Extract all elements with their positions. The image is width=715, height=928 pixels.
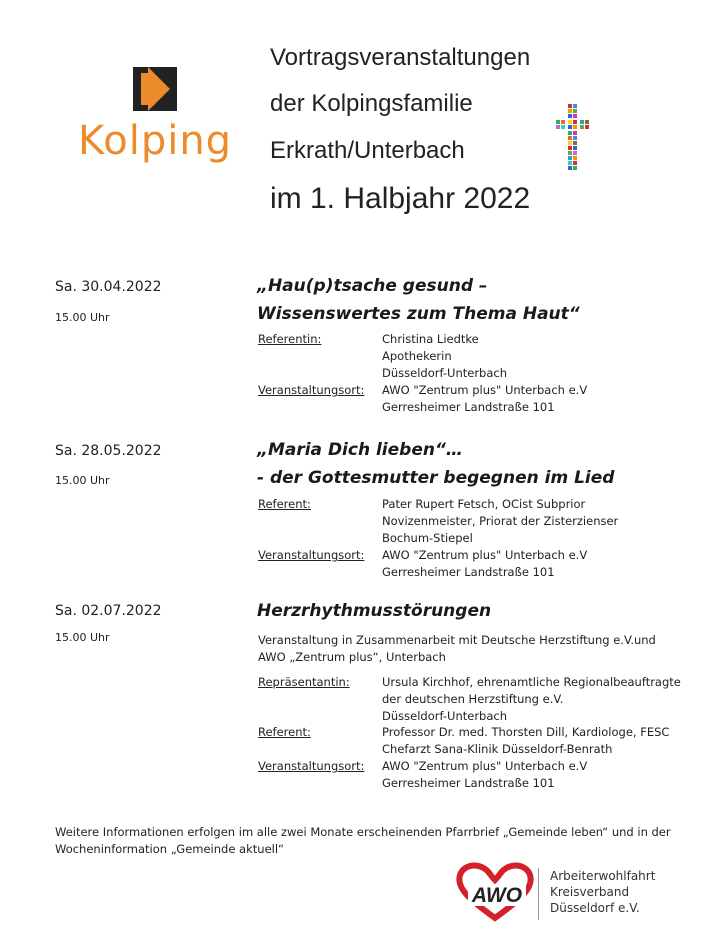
event-3-rep-label: Repräsentantin: xyxy=(258,675,350,689)
page-title-line-4: im 1. Halbjahr 2022 xyxy=(270,182,531,215)
event-1-title-line-1: „Hau(p)tsache gesund – xyxy=(257,276,488,296)
event-1-speaker-label: Referentin: xyxy=(258,332,322,346)
event-3-description: Veranstaltung in Zusammenarbeit mit Deutsche Herzstiftung e.V.und AWO „Zentrum plus“, Unterbach xyxy=(258,633,656,664)
awo-heart-logo xyxy=(452,860,538,924)
event-2-date: Sa. 28.05.2022 xyxy=(55,443,162,459)
parish-cross-logo xyxy=(556,104,590,180)
footer-note: Weitere Informationen erfolgen im alle zwei Monate erscheinenden Pfarrbrief „Gemeinde leben“ und in der Wocheninformation „Gemeinde aktuell“ xyxy=(55,825,671,856)
event-3-title: Herzrhythmusstörungen xyxy=(257,601,492,621)
event-1-venue-label: Veranstaltungsort: xyxy=(258,383,365,397)
event-3-venue: AWO "Zentrum plus" Unterbach e.V Gerresheimer Landstraße 101 xyxy=(382,759,588,790)
kolping-logo-mark xyxy=(133,67,177,111)
event-1-speaker: Christina Liedtke Apothekerin Düsseldorf-Unterbach xyxy=(382,332,508,380)
awo-name: Arbeiterwohlfahrt Kreisverband Düsseldorf e.V. xyxy=(550,869,656,915)
event-3-speaker-label: Referent: xyxy=(258,725,311,739)
event-3-date: Sa. 02.07.2022 xyxy=(55,603,162,619)
event-3-rep: Ursula Kirchhof, ehrenamtliche Regionalbeauftragte der deutschen Herzstiftung e.V. Düsseldorf-Unterbach xyxy=(382,675,681,723)
page-title-line-3: Erkrath/Unterbach xyxy=(270,137,465,164)
event-2-speaker: Pater Rupert Fetsch, OCist Subprior Novizenmeister, Priorat der Zisterzienser Bochum-Stiepel xyxy=(382,497,619,545)
kolping-wordmark: Kolping xyxy=(78,118,233,164)
event-1-title-line-2: Wissenswertes zum Thema Haut“ xyxy=(257,304,580,324)
event-3-venue-label: Veranstaltungsort: xyxy=(258,759,365,773)
event-1-venue: AWO "Zentrum plus" Unterbach e.V Gerresheimer Landstraße 101 xyxy=(382,383,588,414)
event-2-speaker-label: Referent: xyxy=(258,497,311,511)
page-title-line-1: Vortragsveranstaltungen xyxy=(270,44,531,71)
event-2-time: 15.00 Uhr xyxy=(55,474,110,487)
event-3-time: 15.00 Uhr xyxy=(55,631,110,644)
awo-divider xyxy=(538,868,539,920)
event-2-venue-label: Veranstaltungsort: xyxy=(258,548,365,562)
awo-mark-text: AWO xyxy=(471,884,523,907)
event-3-speaker: Professor Dr. med. Thorsten Dill, Kardiologe, FESC Chefarzt Sana-Klinik Düsseldorf-Benrath xyxy=(382,725,670,756)
event-1-date: Sa. 30.04.2022 xyxy=(55,279,162,295)
event-2-title-line-2: - der Gottesmutter begegnen im Lied xyxy=(257,468,615,488)
event-2-venue: AWO "Zentrum plus" Unterbach e.V Gerresheimer Landstraße 101 xyxy=(382,548,588,579)
event-1-time: 15.00 Uhr xyxy=(55,311,110,324)
page-title-line-2: der Kolpingsfamilie xyxy=(270,90,473,117)
event-2-title-line-1: „Maria Dich lieben“… xyxy=(257,440,463,460)
